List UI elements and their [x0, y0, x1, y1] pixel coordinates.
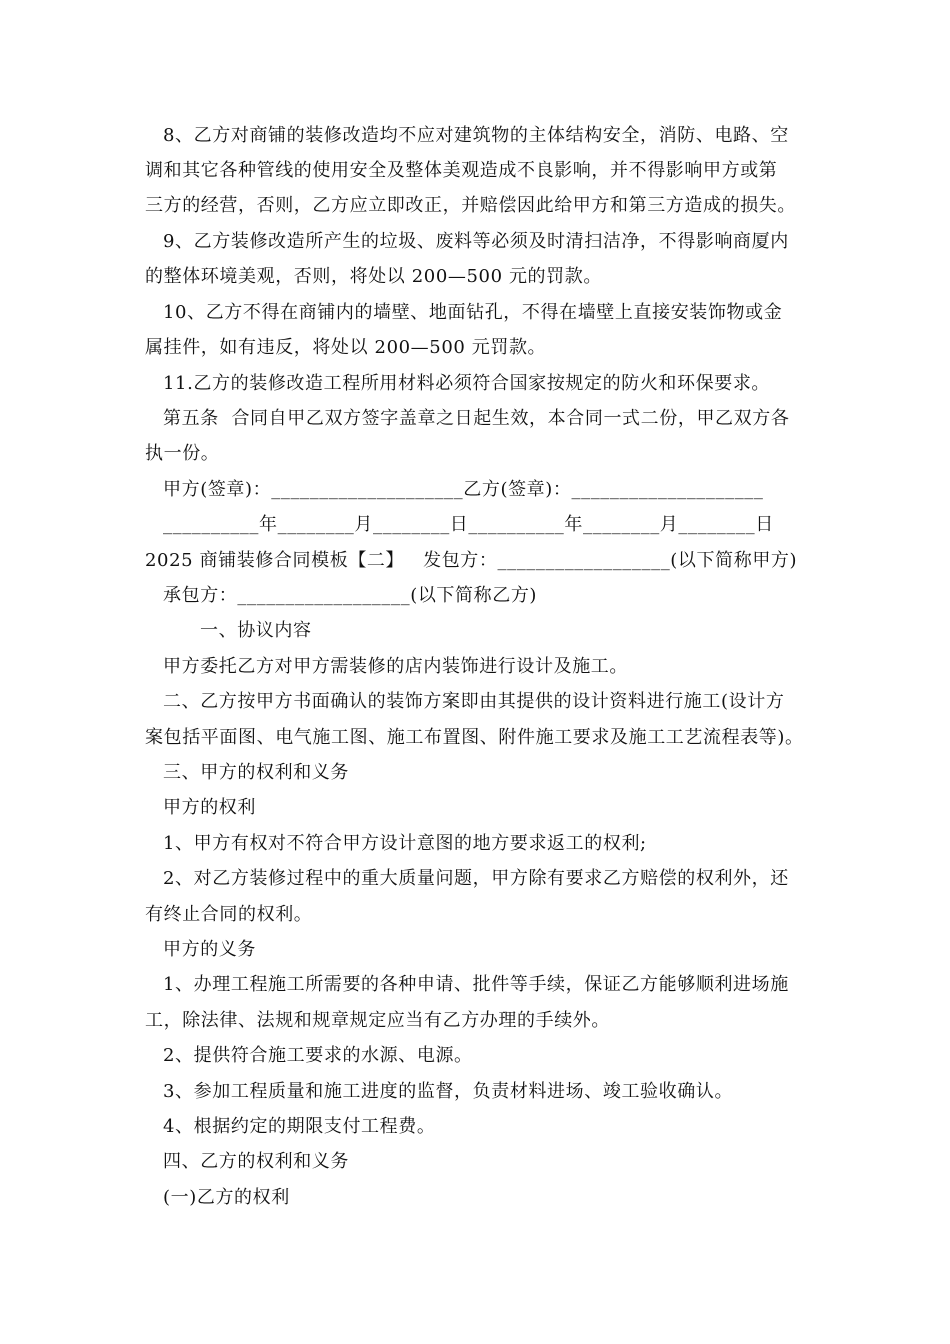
text-line: 调和其它各种管线的使用安全及整体美观造成不良影响，并不得影响甲方或第: [145, 160, 778, 181]
text-line: 的整体环境美观，否则，将处以 200—500 元的罚款。: [145, 266, 602, 287]
text-line: 11.乙方的装修改造工程所用材料必须符合国家按规定的防火和环保要求。: [163, 373, 771, 394]
text-line: 2、提供符合施工要求的水源、电源。: [163, 1045, 473, 1066]
text-line: 工，除法律、法规和规章规定应当有乙方办理的手续外。: [145, 1010, 610, 1031]
subsection-heading: 甲方的义务: [163, 939, 256, 960]
text-line: 1、办理工程施工所需要的各种申请、批件等手续，保证乙方能够顺利进场施: [163, 974, 789, 995]
text-line: 有终止合同的权利。: [145, 904, 313, 925]
text-line: 属挂件，如有违反，将处以 200—500 元罚款。: [145, 337, 547, 358]
text-line: 三方的经营，否则，乙方应立即改正，并赔偿因此给甲方和第三方造成的损失。: [145, 195, 796, 216]
text-line: 9、乙方装修改造所产生的垃圾、废料等必须及时清扫洁净，不得影响商厦内: [163, 231, 789, 252]
section-heading: 2025 商铺装修合同模板【二】 发包方：__________________(以下简称甲方): [145, 550, 798, 571]
text-line: 第五条 合同自甲乙双方签字盖章之日起生效，本合同一式二份，甲乙双方各: [163, 408, 790, 429]
text-line: 10、乙方不得在商铺内的墙壁、地面钻孔，不得在墙壁上直接安装饰物或金: [163, 302, 783, 323]
signature-line: 甲方(签章)：____________________乙方(签章)：____________________: [163, 479, 764, 500]
subsection-heading: 甲方的权利: [163, 797, 256, 818]
text-line: 1、甲方有权对不符合甲方设计意图的地方要求返工的权利;: [163, 833, 647, 854]
text-line: 承包方：__________________(以下简称乙方): [163, 585, 538, 606]
text-line: 8、乙方对商铺的装修改造均不应对建筑物的主体结构安全，消防、电路、空: [163, 125, 789, 146]
section-heading: 一、协议内容: [200, 620, 312, 641]
text-line: 案包括平面图、电气施工图、施工布置图、附件施工要求及施工工艺流程表等)。: [145, 727, 804, 748]
section-heading: 四、乙方的权利和义务: [163, 1151, 349, 1172]
text-line: 甲方委托乙方对甲方需装修的店内装饰进行设计及施工。: [163, 656, 628, 677]
subsection-heading: (一)乙方的权利: [163, 1187, 290, 1208]
section-heading: 三、甲方的权利和义务: [163, 762, 349, 783]
text-line: 4、根据约定的期限支付工程费。: [163, 1116, 436, 1137]
text-line: 执一份。: [145, 443, 220, 464]
text-line: 2、对乙方装修过程中的重大质量问题，甲方除有要求乙方赔偿的权利外，还: [163, 868, 789, 889]
date-line: __________年________月________日__________年________月________日: [163, 514, 774, 535]
text-line: 二、乙方按甲方书面确认的装饰方案即由其提供的设计资料进行施工(设计方: [163, 691, 785, 712]
text-line: 3、参加工程质量和施工进度的监督，负责材料进场、竣工验收确认。: [163, 1081, 734, 1102]
